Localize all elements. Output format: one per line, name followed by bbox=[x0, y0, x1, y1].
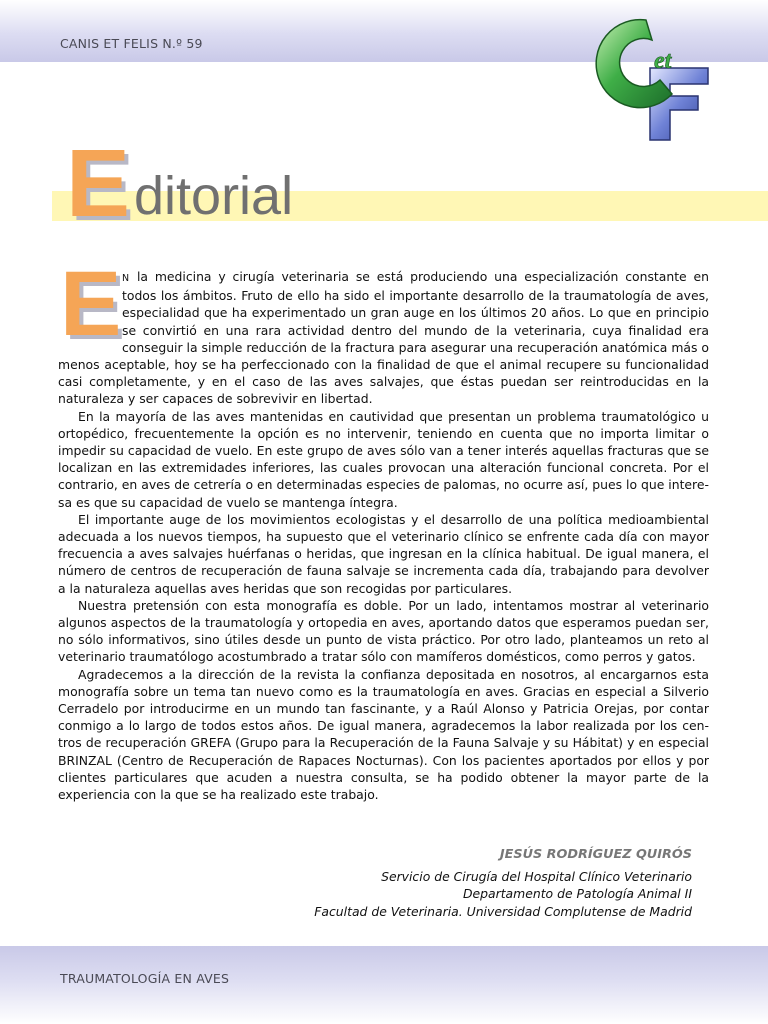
paragraph-3: El importante auge de los movimientos ecologistas y el desarrollo de una política medioambiental adecuada a los nuevos tiempos, ha supuesto que el veterinario clínico se enfrente cada día con mayor frecuencia a aves salvajes huérfanas o heridas, que ingresan en la clínica habitual. De igual manera, el número de centros de recuperación de fauna salvaje se incrementa cada día, trabajando para devolver a la naturaleza aquellas aves heridas que son recogidas por particulares. bbox=[58, 511, 709, 596]
running-head: CANIS ET FELIS N.º 59 bbox=[60, 36, 203, 51]
title-initial: E bbox=[66, 130, 131, 237]
affiliation-line-2: Departamento de Patología Animal II bbox=[462, 886, 692, 901]
running-foot: TRAUMATOLOGÍA EN AVES bbox=[60, 971, 230, 986]
smallcap-lead: N bbox=[122, 273, 131, 284]
paragraph-4: Nuestra pretensión con esta monografía es doble. Por un lado, intentamos mostrar al veterinario algunos aspectos de la traumatología y ortopedia en aves, aportando datos que esperamos puedan ser, no sólo informativos, sino útiles desde un punto de vista práctico. Por otro lado, planteamos un reto al veterinario traumatólogo acostumbrado a tratar sólo con mamíferos domésticos, como perros y gatos. bbox=[58, 597, 709, 665]
article-body bbox=[58, 268, 709, 803]
paragraph-5: Agradecemos a la dirección de la revista la confianza depositada en nosotros, al encargarnos esta monografía sobre un tema tan nuevo como es la traumatología en aves. Gracias en especial a Silverio Cerradelo por introducirme en un mundo tan fascinante, y a Raúl Alonso y Patricia Orejas, por contar conmigo a lo largo de todos estos años. De igual manera, agradecemos la labor realizada por los centros de recuperación GREFA (Grupo para la Recuperación de la Fauna Salvaje y su Hábitat) y en especial BRINZAL (Centro de Recuperación de Rapaces Nocturnas). Con los pacientes aportados por ellos y por clientes particulares que acuden a nuestra consulta, se ha podido obtener la mayor parte de la experiencia con la que se ha realizado este trabajo. bbox=[58, 666, 709, 803]
page-title: ditorial bbox=[134, 166, 294, 226]
affiliation-line-1: Servicio de Cirugía del Hospital Clínico Veterinario bbox=[381, 868, 692, 884]
paragraph-2: En la mayoría de las aves mantenidas en cautividad que presentan un problema traumatológico u ortopédico, frecuentemente la opción es no intervenir, teniendo en cuenta que no importa limitar o impedir su capacidad de vuelo. En este grupo de aves sólo van a tener interés aquellas fracturas que se localizan en las extremidades inferiores, las cuales provocan una alteración funcional concreta. Por el contrario, en aves de cetrería o en determinadas especies de palomas, no ocurre así, pues lo que interesa es que su capacidad de vuelo se mantenga íntegra. bbox=[58, 408, 709, 510]
affiliation-line-3: Facultad de Veterinaria. Universidad Complutense de Madrid bbox=[314, 903, 692, 919]
dropcap-space bbox=[58, 268, 122, 350]
paragraph-1: N la medicina y cirugía veterinaria se está produciendo una especialización constante en todos los ámbitos. Fruto de ello ha sido el importante desarrollo de la traumatología de aves, especialidad que ha experimentado un gran auge en los últimos 20 años. Lo que en principio se convirtió en una rara actividad dentro del mundo de la veterinaria, cuya finalidad era conseguir la simple reducción de la fractura para asegurar una recuperación anatómica más o menos aceptable, hoy se ha perfeccionado con la finalidad de que el animal recupere su funcionalidad casi completamente, y en el caso de las aves salvajes, que éstas puedan ser reintroducidas en la naturaleza y ser capaces de sobrevivir en libertad. bbox=[58, 269, 709, 407]
signature-block bbox=[314, 846, 692, 920]
dropcap: E bbox=[60, 253, 122, 355]
journal-logo bbox=[580, 14, 716, 148]
author-name: JESÚS RODRÍGUEZ QUIRÓS bbox=[499, 847, 692, 862]
logo-et-text: et bbox=[654, 48, 672, 74]
